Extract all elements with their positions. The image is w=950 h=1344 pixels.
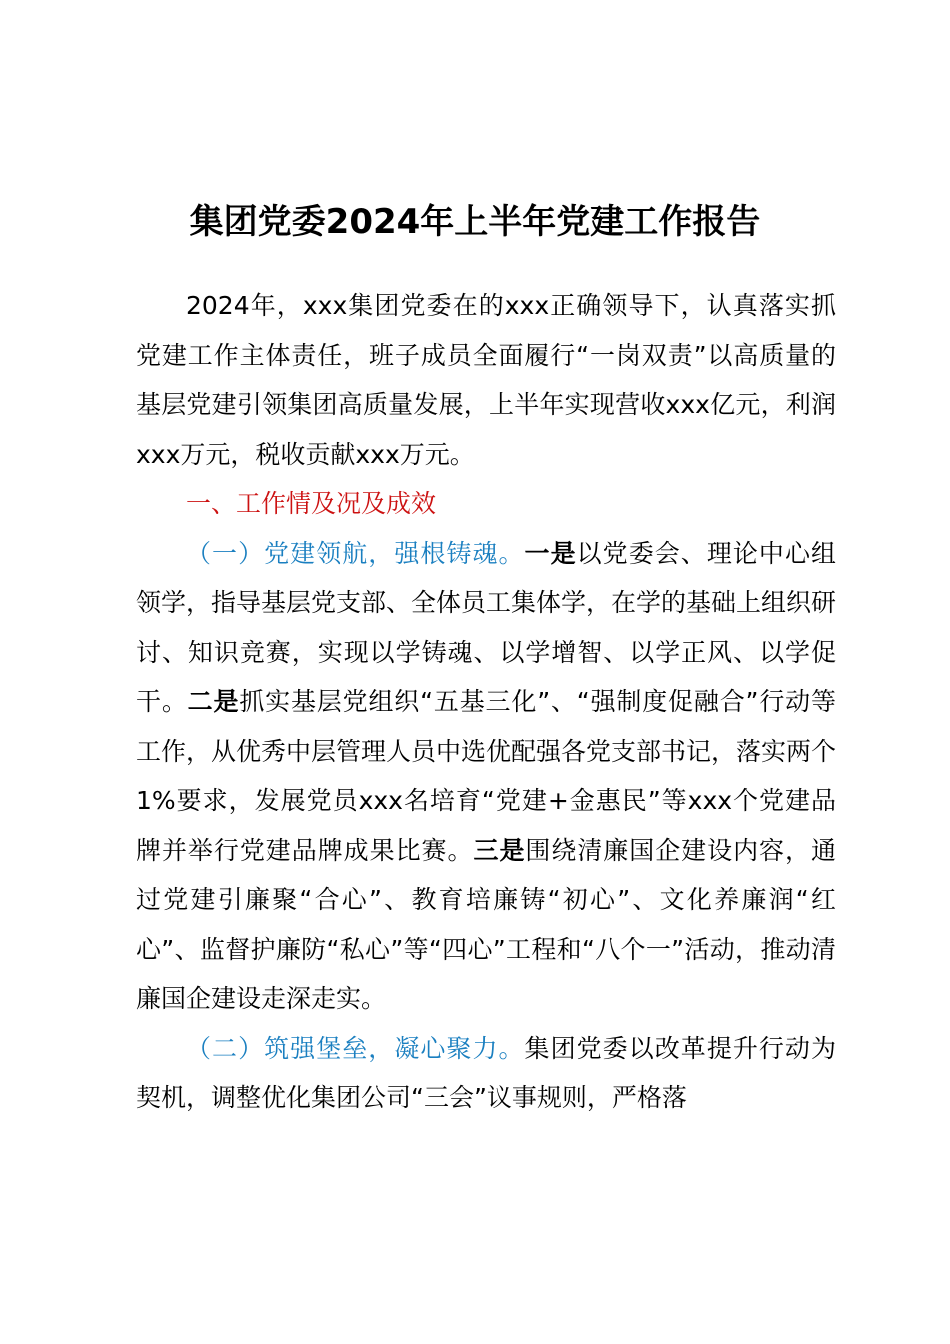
- subsection-heading-2: （二）筑强堡垒，凝心聚力。: [186, 1033, 525, 1063]
- point-lead-3: 三是: [473, 835, 526, 865]
- point-text-2: 抓实基层党组织“五基三化”、“强制度促融合”行动等工作，从优秀中层管理人员中选优配强各党支部书记，落实两个1%要求，发展党员xxx名培育“党建+金惠民”等xxx个党建品牌并举行党建品牌成果比赛。: [136, 687, 837, 865]
- subsection-heading-1: （一）党建领航，强根铸魂。: [186, 538, 525, 568]
- point-lead-1: 一是: [524, 538, 577, 568]
- document-body: [136, 281, 836, 1123]
- section-heading-1: 一、工作情及况及成效: [186, 489, 437, 518]
- intro-paragraph: 2024年，xxx集团党委在的xxx正确领导下，认真落实抓党建工作主体责任，班子成员全面履行“一岗双责”以高质量的基层党建引领集团高质量发展，上半年实现营收xxx亿元，利润xxx万元，税收贡献xxx万元。: [136, 291, 836, 469]
- subsection-paragraph-2: [136, 1024, 836, 1123]
- point-text-3: 围绕清廉国企建设内容，通过党建引廉聚“合心”、教育培廉铸“初心”、文化养廉润“红心”、监督护廉防“私心”等“四心”工程和“八个一”活动，推动清廉国企建设走深走实。: [136, 835, 836, 1013]
- point-lead-2: 二是: [187, 687, 240, 716]
- subsection-paragraph-1: [136, 529, 836, 1024]
- document-title: 集团党委2024年上半年党建工作报告: [189, 202, 761, 242]
- subsection-text-2: 集团党委以改革提升行动为契机，调整优化集团公司“三会”议事规则，严格落: [136, 1033, 836, 1112]
- point-text-1: 以党委会、理论中心组领学，指导基层党支部、全体员工集体学，在学的基础上组织研讨、知识竞赛，实现以学铸魂、以学增智、以学正风、以学促干。: [136, 538, 837, 716]
